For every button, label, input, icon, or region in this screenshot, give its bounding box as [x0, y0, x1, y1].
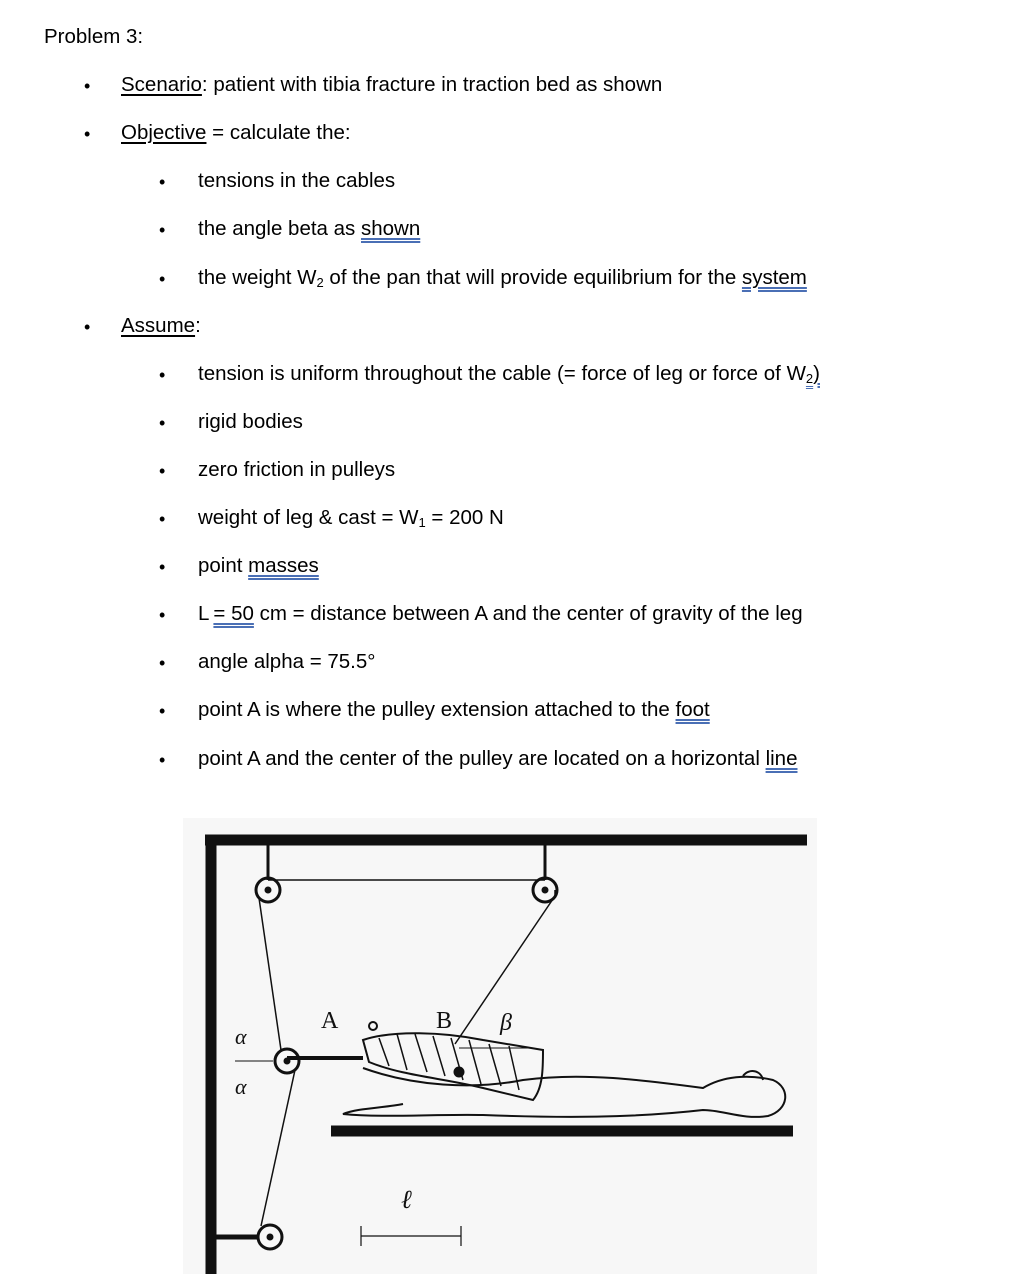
point-A — [369, 1022, 377, 1030]
bullet: • — [84, 317, 91, 337]
objective-item-text: the weight W — [198, 266, 317, 289]
subscript: 2 — [316, 275, 324, 290]
label-B: B — [436, 1008, 453, 1034]
bullet: • — [84, 124, 91, 144]
assume-item-text: L — [198, 602, 210, 625]
assume-item — [198, 361, 820, 387]
assume-item — [198, 746, 798, 772]
objective-item — [198, 168, 395, 194]
bullet: • — [84, 76, 91, 96]
bullet: • — [159, 605, 166, 625]
objective-item — [198, 216, 420, 242]
assume-text: : — [195, 314, 201, 337]
bullet: • — [159, 269, 166, 289]
label-alpha-top: α — [235, 1024, 247, 1049]
assume-item-text: cm = distance between A and the center of gravity of the leg — [253, 602, 803, 625]
assume-item-text: zero friction in pulleys — [198, 458, 396, 481]
assume-label: Assume — [121, 314, 196, 337]
point-B — [454, 1067, 464, 1077]
label-length: ℓ — [401, 1185, 412, 1214]
label-alpha-bottom: α — [235, 1074, 247, 1099]
scenario-line — [121, 72, 662, 98]
traction-bed-figure — [183, 818, 817, 1274]
patient-body — [343, 1068, 785, 1117]
page-title: Problem 3: — [44, 25, 144, 48]
bullet: • — [159, 701, 166, 721]
objective-item-text: the angle beta as — [198, 217, 361, 240]
bullet: • — [159, 461, 166, 481]
assume-item-text: = 200 N — [425, 506, 504, 529]
bullet: • — [159, 557, 166, 577]
bullet: • — [159, 509, 166, 529]
assume-item-link: masses — [248, 554, 319, 577]
cable-left-upper — [259, 898, 281, 1050]
scenario-text: : patient with tibia fracture in traction bed as shown — [201, 73, 663, 96]
assume-item — [198, 505, 504, 531]
assume-item — [198, 409, 303, 435]
bullet: • — [159, 365, 166, 385]
cable-left-lower — [261, 1070, 295, 1226]
bullet: • — [159, 413, 166, 433]
label-A: A — [321, 1008, 339, 1034]
assume-item-text: point A and the center of the pulley are located on a horizontal — [198, 747, 766, 770]
assume-item-text: ) — [813, 362, 820, 385]
assume-item-text: tension is uniform throughout the cable (= force of leg or force of W — [198, 362, 806, 385]
assume-item-link: = 50 — [213, 602, 254, 625]
assume-item-link: foot — [675, 698, 710, 721]
assume-item — [198, 649, 375, 675]
objective-text: = calculate the: — [206, 121, 351, 144]
objective-item-text: of the pan that will provide equilibrium for the — [323, 266, 742, 289]
objective-item-link: system — [741, 266, 807, 289]
assume-item — [198, 697, 710, 723]
assume-item-text: weight of leg & cast = W — [198, 506, 419, 529]
bullet: • — [159, 220, 166, 240]
assume-item-link: line — [765, 747, 798, 770]
assume-line — [121, 313, 201, 339]
assume-item-text: point — [198, 554, 249, 577]
objective-item-link: shown — [361, 217, 421, 240]
bullet: • — [159, 750, 166, 770]
assume-item — [198, 601, 803, 627]
assume-item-text: point A is where the pulley extension attached to the — [198, 698, 676, 721]
assume-item — [198, 553, 319, 579]
objective-line — [121, 120, 351, 146]
objective-label: Objective — [121, 121, 207, 144]
subscript: 2 — [805, 371, 814, 386]
objective-item — [198, 265, 807, 291]
assume-item-text: angle alpha = 75.5° — [198, 650, 376, 673]
assume-item-text: rigid bodies — [198, 410, 303, 433]
label-beta: β — [500, 1010, 512, 1036]
bullet: • — [159, 653, 166, 673]
bullet: • — [159, 172, 166, 192]
subscript: 1 — [418, 515, 426, 530]
scenario-label: Scenario — [121, 73, 202, 96]
assume-item — [198, 457, 395, 483]
objective-item-text: tensions in the cables — [198, 169, 396, 192]
